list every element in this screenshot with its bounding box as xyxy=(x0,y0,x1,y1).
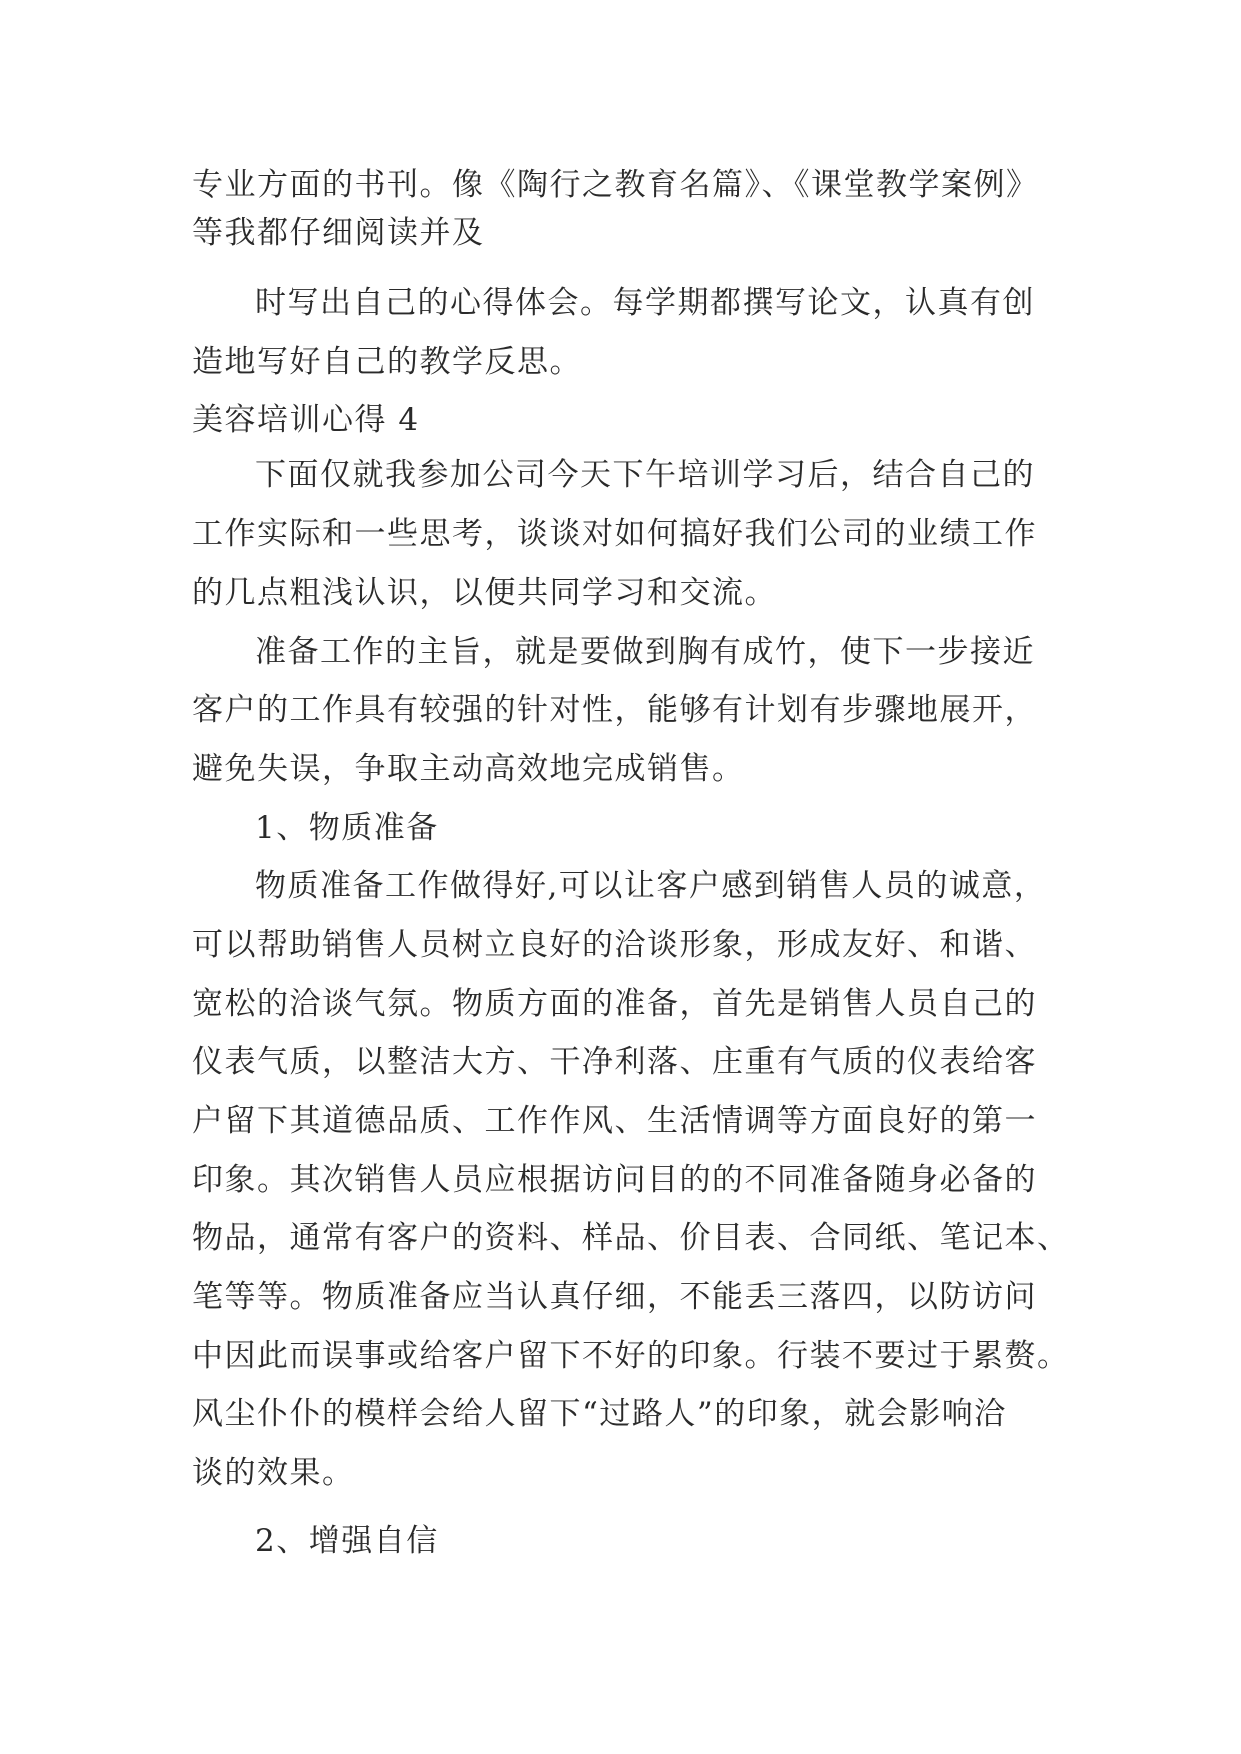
text-line: 可以帮助销售人员树立良好的洽谈形象，形成友好、和谐、 xyxy=(192,927,1037,963)
text-line: 等我都仔细阅读并及 xyxy=(192,215,485,251)
text-line: 物品，通常有客户的资料、样品、价目表、合同纸、笔记本、 xyxy=(192,1220,1070,1256)
text-line: 户留下其道德品质、工作作风、生活情调等方面良好的第一 xyxy=(192,1103,1037,1139)
subsection-heading: 1、物质准备 xyxy=(255,810,439,846)
text-line: 时写出自己的心得体会。每学期都撰写论文，认真有创 xyxy=(255,285,1035,321)
text-line: 仪表气质，以整洁大方、干净利落、庄重有气质的仪表给客 xyxy=(192,1044,1037,1080)
text-line: 准备工作的主旨，就是要做到胸有成竹，使下一步接近 xyxy=(255,634,1035,670)
text-line: 的几点粗浅认识，以便共同学习和交流。 xyxy=(192,575,777,611)
text-line: 客户的工作具有较强的针对性，能够有计划有步骤地展开， xyxy=(192,692,1037,728)
text-line: 专业方面的书刊。像《陶行之教育名篇》、《课堂教学案例》 xyxy=(192,167,1039,203)
text-line: 笔等等。物质准备应当认真仔细，不能丢三落四，以防访问 xyxy=(192,1279,1037,1315)
text-line: 避免失误，争取主动高效地完成销售。 xyxy=(192,751,745,787)
text-line: 造地写好自己的教学反思。 xyxy=(192,344,582,380)
text-line: 印象。其次销售人员应根据访问目的的不同准备随身必备的 xyxy=(192,1162,1037,1198)
text-line: 下面仅就我参加公司今天下午培训学习后，结合自己的 xyxy=(255,457,1035,493)
text-line: 谈的效果。 xyxy=(192,1455,355,1491)
text-line: 宽松的洽谈气氛。物质方面的准备，首先是销售人员自己的 xyxy=(192,986,1037,1022)
text-line: 风尘仆仆的模样会给人留下“过路人”的印象，就会影响洽 xyxy=(192,1396,1007,1432)
text-line: 中因此而误事或给客户留下不好的印象。行装不要过于累赘。 xyxy=(192,1338,1070,1374)
subsection-heading: 2、增强自信 xyxy=(255,1523,439,1559)
text-line: 工作实际和一些思考，谈谈对如何搞好我们公司的业绩工作 xyxy=(192,516,1037,552)
text-line: 物质准备工作做得好,可以让客户感到销售人员的诚意， xyxy=(255,868,1047,904)
section-heading: 美容培训心得 4 xyxy=(192,402,420,438)
